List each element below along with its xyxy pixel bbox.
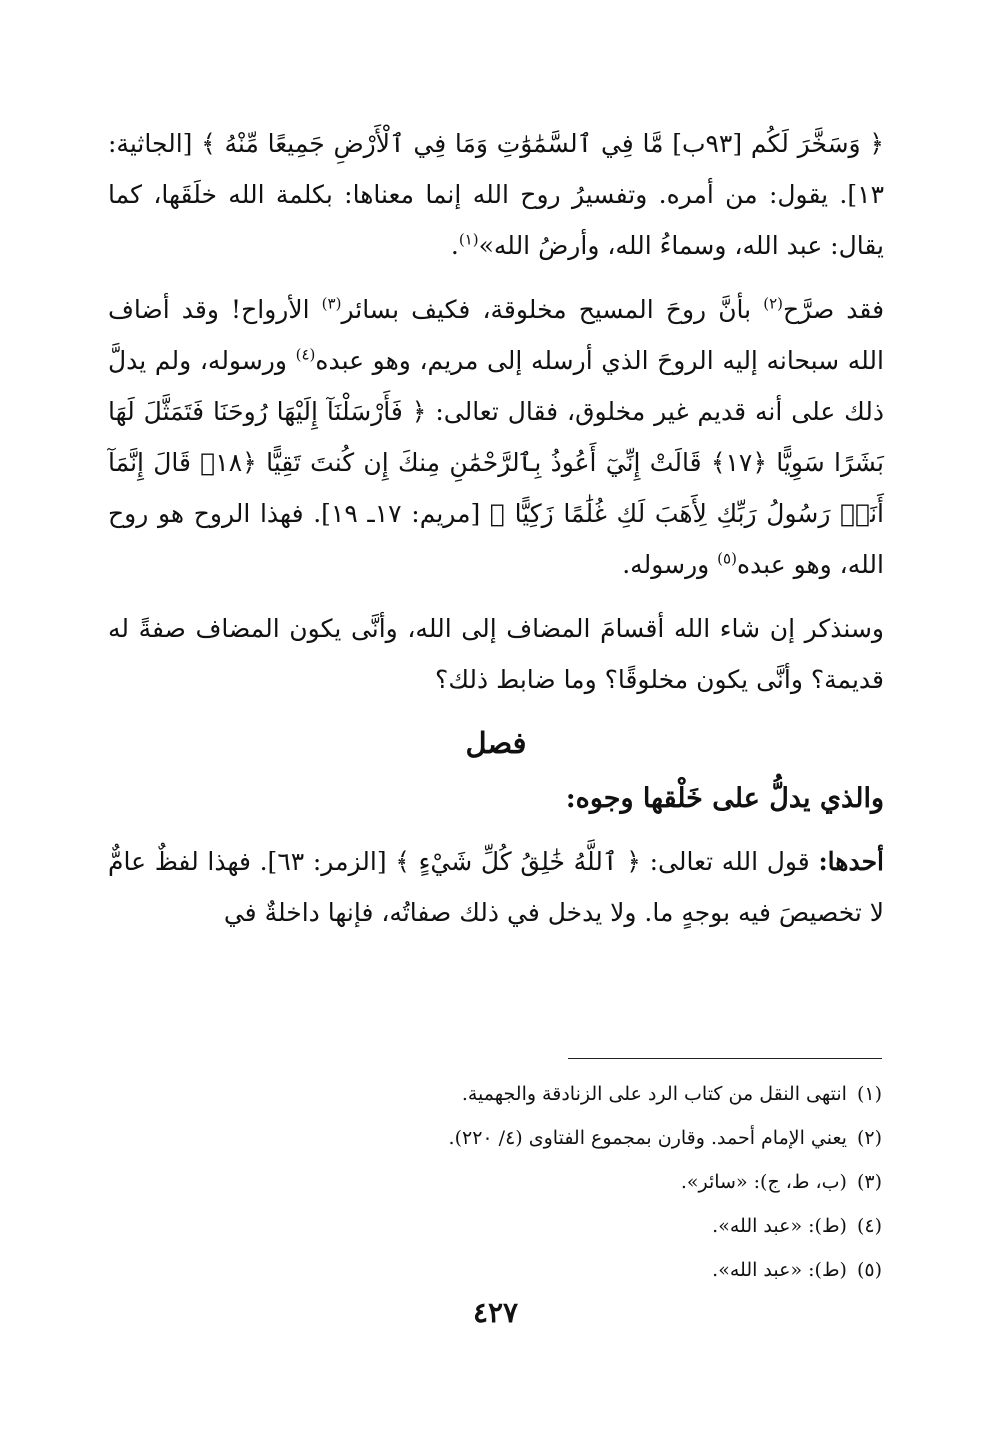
- paragraph-text: ورسوله.: [622, 550, 718, 579]
- paragraph-3: [108, 603, 884, 705]
- page-body: [108, 118, 884, 951]
- footnote-text: انتهى النقل من كتاب الرد على الزنادقة والجهمية.: [461, 1083, 847, 1105]
- paragraph-lead: أحدها:: [818, 847, 884, 876]
- body-paragraphs: [108, 118, 884, 705]
- footnote-number: (١): [856, 1083, 882, 1105]
- paragraph-text: فقد صرَّح: [783, 295, 885, 324]
- paragraph-2: [108, 284, 884, 590]
- footnote-number: (٢): [856, 1127, 882, 1149]
- footnote-5: [300, 1248, 882, 1292]
- footnote-number: (٣): [856, 1171, 882, 1193]
- paragraph-text: قول الله تعالى: ﴿ ٱللَّهُ خَٰلِقُ كُلِّ شَيْءٍ ﴾ [الزمر: ٦٣]. فهذا لفظٌ عامٌّ لا تخصيصَ فيه بوجهٍ ما. ولا يدخل في ذلك صفاتُه، فإنها داخلةٌ في: [108, 847, 884, 927]
- footnote-number: (٤): [856, 1215, 882, 1237]
- footnote-text: (ب، ط، ج): «سائر».: [680, 1171, 847, 1193]
- footnotes: [300, 1072, 882, 1292]
- footnote-reference[interactable]: (٢): [763, 294, 784, 313]
- footnote-divider: [568, 1058, 882, 1059]
- footnote-4: [300, 1204, 882, 1248]
- footnote-text: يعني الإمام أحمد. وقارن بمجموع الفتاوى (٤/ ٢٢٠).: [448, 1127, 847, 1149]
- paragraph-final: [108, 836, 884, 938]
- paragraph-text: ورسوله، ولم يدلَّ ذلك على أنه قديم غير مخلوق، فقال تعالى: ﴿ فَأَرْسَلْنَآ إِلَيْهَا رُوحَنَا فَتَمَثَّلَ لَهَا بَشَرًا سَوِيًّا ﴿١٧﴾ قَالَتْ إِنِّيٓ أَعُوذُ بِٱلرَّحْمَٰنِ مِنكَ إِن كُنتَ تَقِيًّا ﴿١٨﴾ قَالَ إِنَّمَآ أَنَا۠ رَسُولُ رَبِّكِ لِأَهَبَ لَكِ غُلَٰمًا زَكِيًّا ﴾ [مريم: ١٧ـ ١٩]. فهذا الروح هو روح الله، وهو عبده: [108, 346, 884, 579]
- paragraph-text: بأنَّ روحَ المسيح مخلوقة، فكيف بسائر: [341, 295, 764, 324]
- footnote-number: (٥): [856, 1259, 882, 1281]
- footnote-text: (ط): «عبد الله».: [712, 1215, 847, 1237]
- page-number: ٤٢٧: [472, 1296, 519, 1329]
- footnote-2: [300, 1116, 882, 1160]
- paragraph-text: الأرواح! وقد أضاف الله سبحانه إليه الروحَ الذي أرسله إلى مريم، وهو عبده: [108, 295, 884, 375]
- footnote-reference[interactable]: (٣): [321, 294, 342, 313]
- footnote-reference[interactable]: (٥): [717, 549, 737, 568]
- paragraph-text: وسنذكر إن شاء الله أقسامَ المضاف إلى الله، وأنَّى يكون المضاف صفةً له قديمة؟ وأنَّى يكون مخلوقًا؟ وما ضابط ذلك؟: [108, 614, 884, 694]
- section-subheading: والذي يدلُّ على خَلْقها وجوه:: [565, 783, 884, 814]
- footnote-reference[interactable]: (١): [458, 230, 479, 249]
- footnote-3: [300, 1160, 882, 1204]
- paragraph-1: [108, 118, 884, 271]
- paragraph-text: ﴿ وَسَخَّرَ لَكُم [٩٣ب] مَّا فِي ٱلسَّمَٰوَٰتِ وَمَا فِي ٱلْأَرْضِ جَمِيعًا مِّنْهُ ﴾ [الجاثية: ١٣]. يقول: من أمره. وتفسيرُ روح الله إنما معناها: بكلمة الله خلَقَها، كما يقال: عبد الله، وسماءُ الله، وأرضُ الله»: [108, 129, 884, 260]
- section-heading: فصل: [465, 726, 527, 760]
- footnote-text: (ط): «عبد الله».: [712, 1259, 847, 1281]
- footnote-reference[interactable]: (٤): [295, 345, 316, 364]
- footnote-1: [300, 1072, 882, 1116]
- paragraph-text: .: [450, 231, 459, 260]
